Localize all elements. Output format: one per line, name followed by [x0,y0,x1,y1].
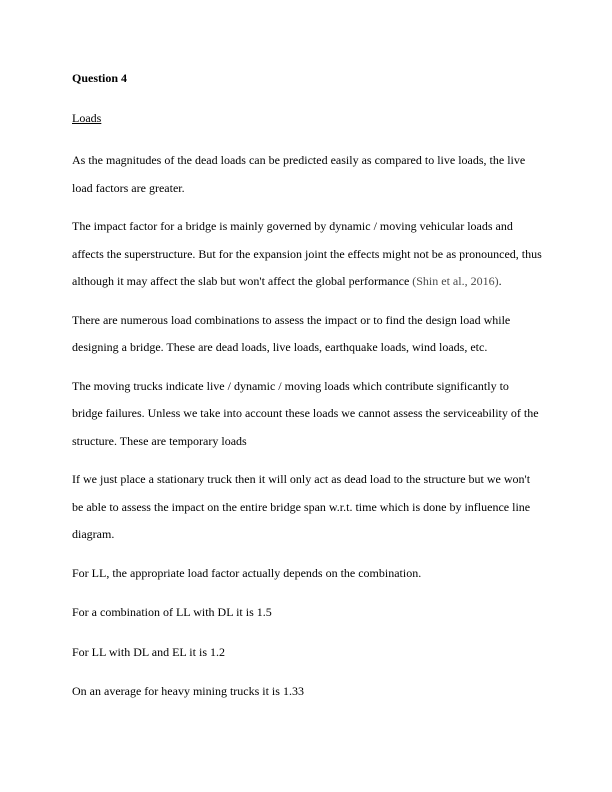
paragraph-text: For a combination of LL with DL it is 1.5 [72,605,272,619]
citation: (Shin et al., 2016) [412,274,499,288]
paragraph-impact-factor [72,213,542,296]
paragraph-text: The moving trucks indicate live / dynamic / moving loads which contribute significantly to bridge failures. Unless we take into account these loads we cannot assess the serviceability of the structure. These are temporary loads [72,378,539,448]
paragraph-text: For LL, the appropriate load factor actually depends on the combination. [72,565,422,580]
question-heading: Question 4 [72,71,128,85]
paragraph-text: For LL with DL and EL it is 1.2 [72,644,225,659]
paragraph-tail: . [498,274,502,288]
paragraph-ll-dl [72,599,542,627]
paragraph-mining-trucks [72,678,542,706]
paragraph-ll-dl-el [72,639,542,667]
paragraph-text: On an average for heavy mining trucks it is 1.33 [72,684,304,698]
paragraph-moving-trucks [72,373,542,456]
paragraph-stationary-truck [72,466,542,549]
paragraph-text: As the magnitudes of the dead loads can be predicted easily as compared to live loads, the live load factors are greater. [72,153,526,195]
paragraph-text: If we just place a stationary truck then it will only act as dead load to the structure but we won't be able to assess the impact on the entire bridge span w.r.t. time which is done by influence line diagram. [72,472,531,541]
paragraph-text: There are numerous load combinations to assess the impact or to find the design load while designing a bridge. These are dead loads, live loads, earthquake loads, wind loads, etc. [72,312,511,354]
section-subheading: Loads [72,111,102,125]
paragraph-load-factors [72,147,542,202]
document-body [72,69,542,718]
paragraph-ll-factor [72,560,542,588]
paragraph-load-combinations [72,307,542,362]
paragraph-text: The impact factor for a bridge is mainly governed by dynamic / moving vehicular loads and affects the superstructure. But for the expansion joint the effects might not be as pronounced, thus although it may affect the slab but won't affect the global performance [72,219,542,288]
